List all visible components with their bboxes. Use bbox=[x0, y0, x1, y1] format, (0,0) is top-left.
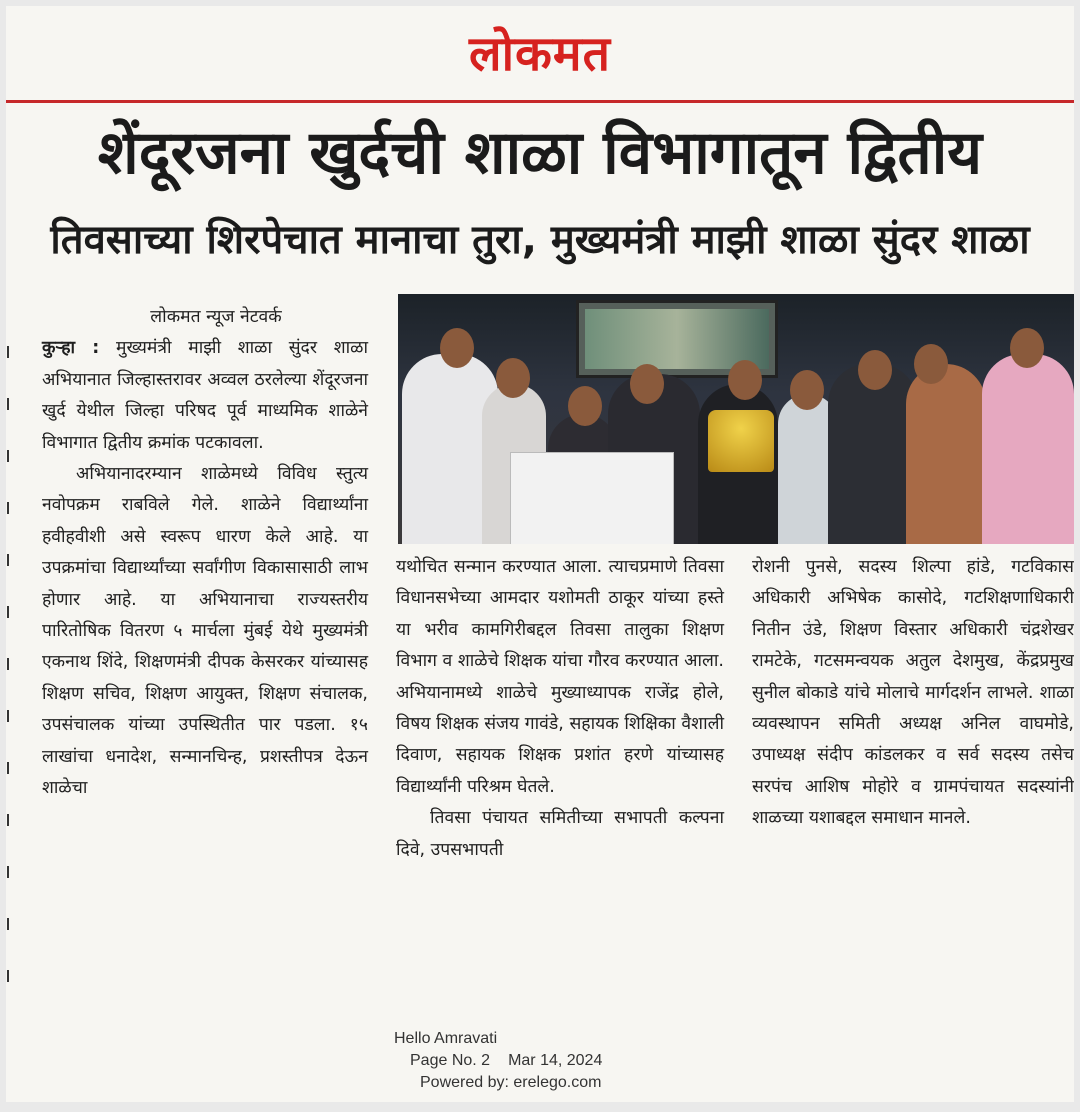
article-column-3 bbox=[752, 552, 1074, 835]
subheadline: तिवसाच्या शिरपेचात मानाचा तुरा, मुख्यमंत्री माझी शाळा सुंदर शाळा bbox=[50, 217, 1030, 263]
article-paragraph: रोशनी पुनसे, सदस्य शिल्पा हांडे, गटविकास अधिकारी अभिषेक कासोदे, गटशिक्षणाधिकारी नितीन उंडे, शिक्षण विस्तार अधिकारी चंद्रशेखर रामटेके, गटसमन्वयक अतुल देशमुख, केंद्रप्रमुख सुनील बोकाडे यांचे मोलाचे मार्गदर्शन लाभले. शाळा व्यवस्थापन समिती अध्यक्ष अनिल वाघमोडे, उपाध्यक्ष संदीप कांडलकर व सर्व सदस्य तसेच सरपंच आशिष मोहोरे व ग्रामपंचायत सदस्यांनी शाळच्या यशाबद्दल समाधान मानले. bbox=[752, 557, 1074, 829]
award-ceremony-photo bbox=[398, 294, 1074, 544]
article-paragraph: अभियानादरम्यान शाळेमध्ये विविध स्तुत्य नवोपक्रम राबविले गेले. शाळेने विद्यार्थ्यांना हवीहवीशी असे स्वरूप धारण केले आहे. या उपक्रमांचा विद्यार्थ्यांच्या सर्वांगीण विकासासाठी लाभ होणार आहे. या अभियानाचा राज्यस्तरीय पारितोषिक वितरण ५ मार्चला मुंबई येथे मुख्यमंत्री एकनाथ शिंदे, शिक्षणमंत्री दीपक केसरकर यांच्यासह शिक्षण सचिव, शिक्षण आयुक्त, शिक्षण संचालक, उपसंचालक यांच्या उपस्थितीत पार पडला. १५ लाखांचा धनादेश, सन्मानचिन्ह, प्रशस्तीपत्र देऊन शाळेचा bbox=[42, 464, 368, 799]
footer-page: Page No. 2 bbox=[410, 1052, 491, 1069]
footer-powered: Powered by: erelego.com bbox=[420, 1074, 602, 1091]
brand-logo: लोकमत bbox=[469, 26, 611, 82]
dateline: कुऱ्हा : bbox=[42, 338, 100, 359]
column-edge-marks bbox=[6, 346, 12, 1006]
article-column-2 bbox=[396, 552, 724, 866]
masthead bbox=[6, 6, 1074, 102]
footer bbox=[394, 1028, 602, 1094]
masthead-rule bbox=[6, 100, 1074, 103]
footer-date: Mar 14, 2024 bbox=[508, 1052, 603, 1069]
newspaper-clipping bbox=[6, 6, 1074, 1102]
headline: शेंदूरजना खुर्दची शाळा विभागातून द्वितीय bbox=[97, 118, 983, 188]
article-column-1 bbox=[42, 302, 368, 805]
article-paragraph bbox=[42, 333, 368, 459]
footer-edition: Hello Amravati bbox=[394, 1030, 498, 1047]
paragraph-text: मुख्यमंत्री माझी शाळा सुंदर शाळा अभियानात जिल्हास्तरावर अव्वल ठरलेल्या शेंदूरजना खुर्द येथील जिल्हा परिषद पूर्व माध्यमिक शाळेने विभागात द्वितीय क्रमांक पटकावला. bbox=[42, 338, 368, 453]
byline: लोकमत न्यूज नेटवर्क bbox=[150, 307, 282, 327]
article-paragraph: तिवसा पंचायत समितीच्या सभापती कल्पना दिवे, उपसभापती bbox=[396, 808, 724, 860]
trophy bbox=[708, 410, 774, 472]
article-paragraph: यथोचित सन्मान करण्यात आला. त्याचप्रमाणे तिवसा विधानसभेच्या आमदार यशोमती ठाकूर यांच्या हस्ते या भरीव कामगिरीबद्दल तिवसा तालुका शिक्षण विभाग व शाळेचे शिक्षक यांचा गौरव करण्यात आला. अभियानामध्ये शाळेचे मुख्याध्यापक राजेंद्र होले, विषय शिक्षक संजय गावंडे, सहायक शिक्षिका वैशाली दिवाण, सहायक शिक्षक प्रशांत हरणे यांच्यासह विद्यार्थ्यांनी परिश्रम घेतले. bbox=[396, 557, 724, 797]
cheque-board bbox=[510, 452, 674, 544]
footer-page-date bbox=[394, 1050, 602, 1072]
